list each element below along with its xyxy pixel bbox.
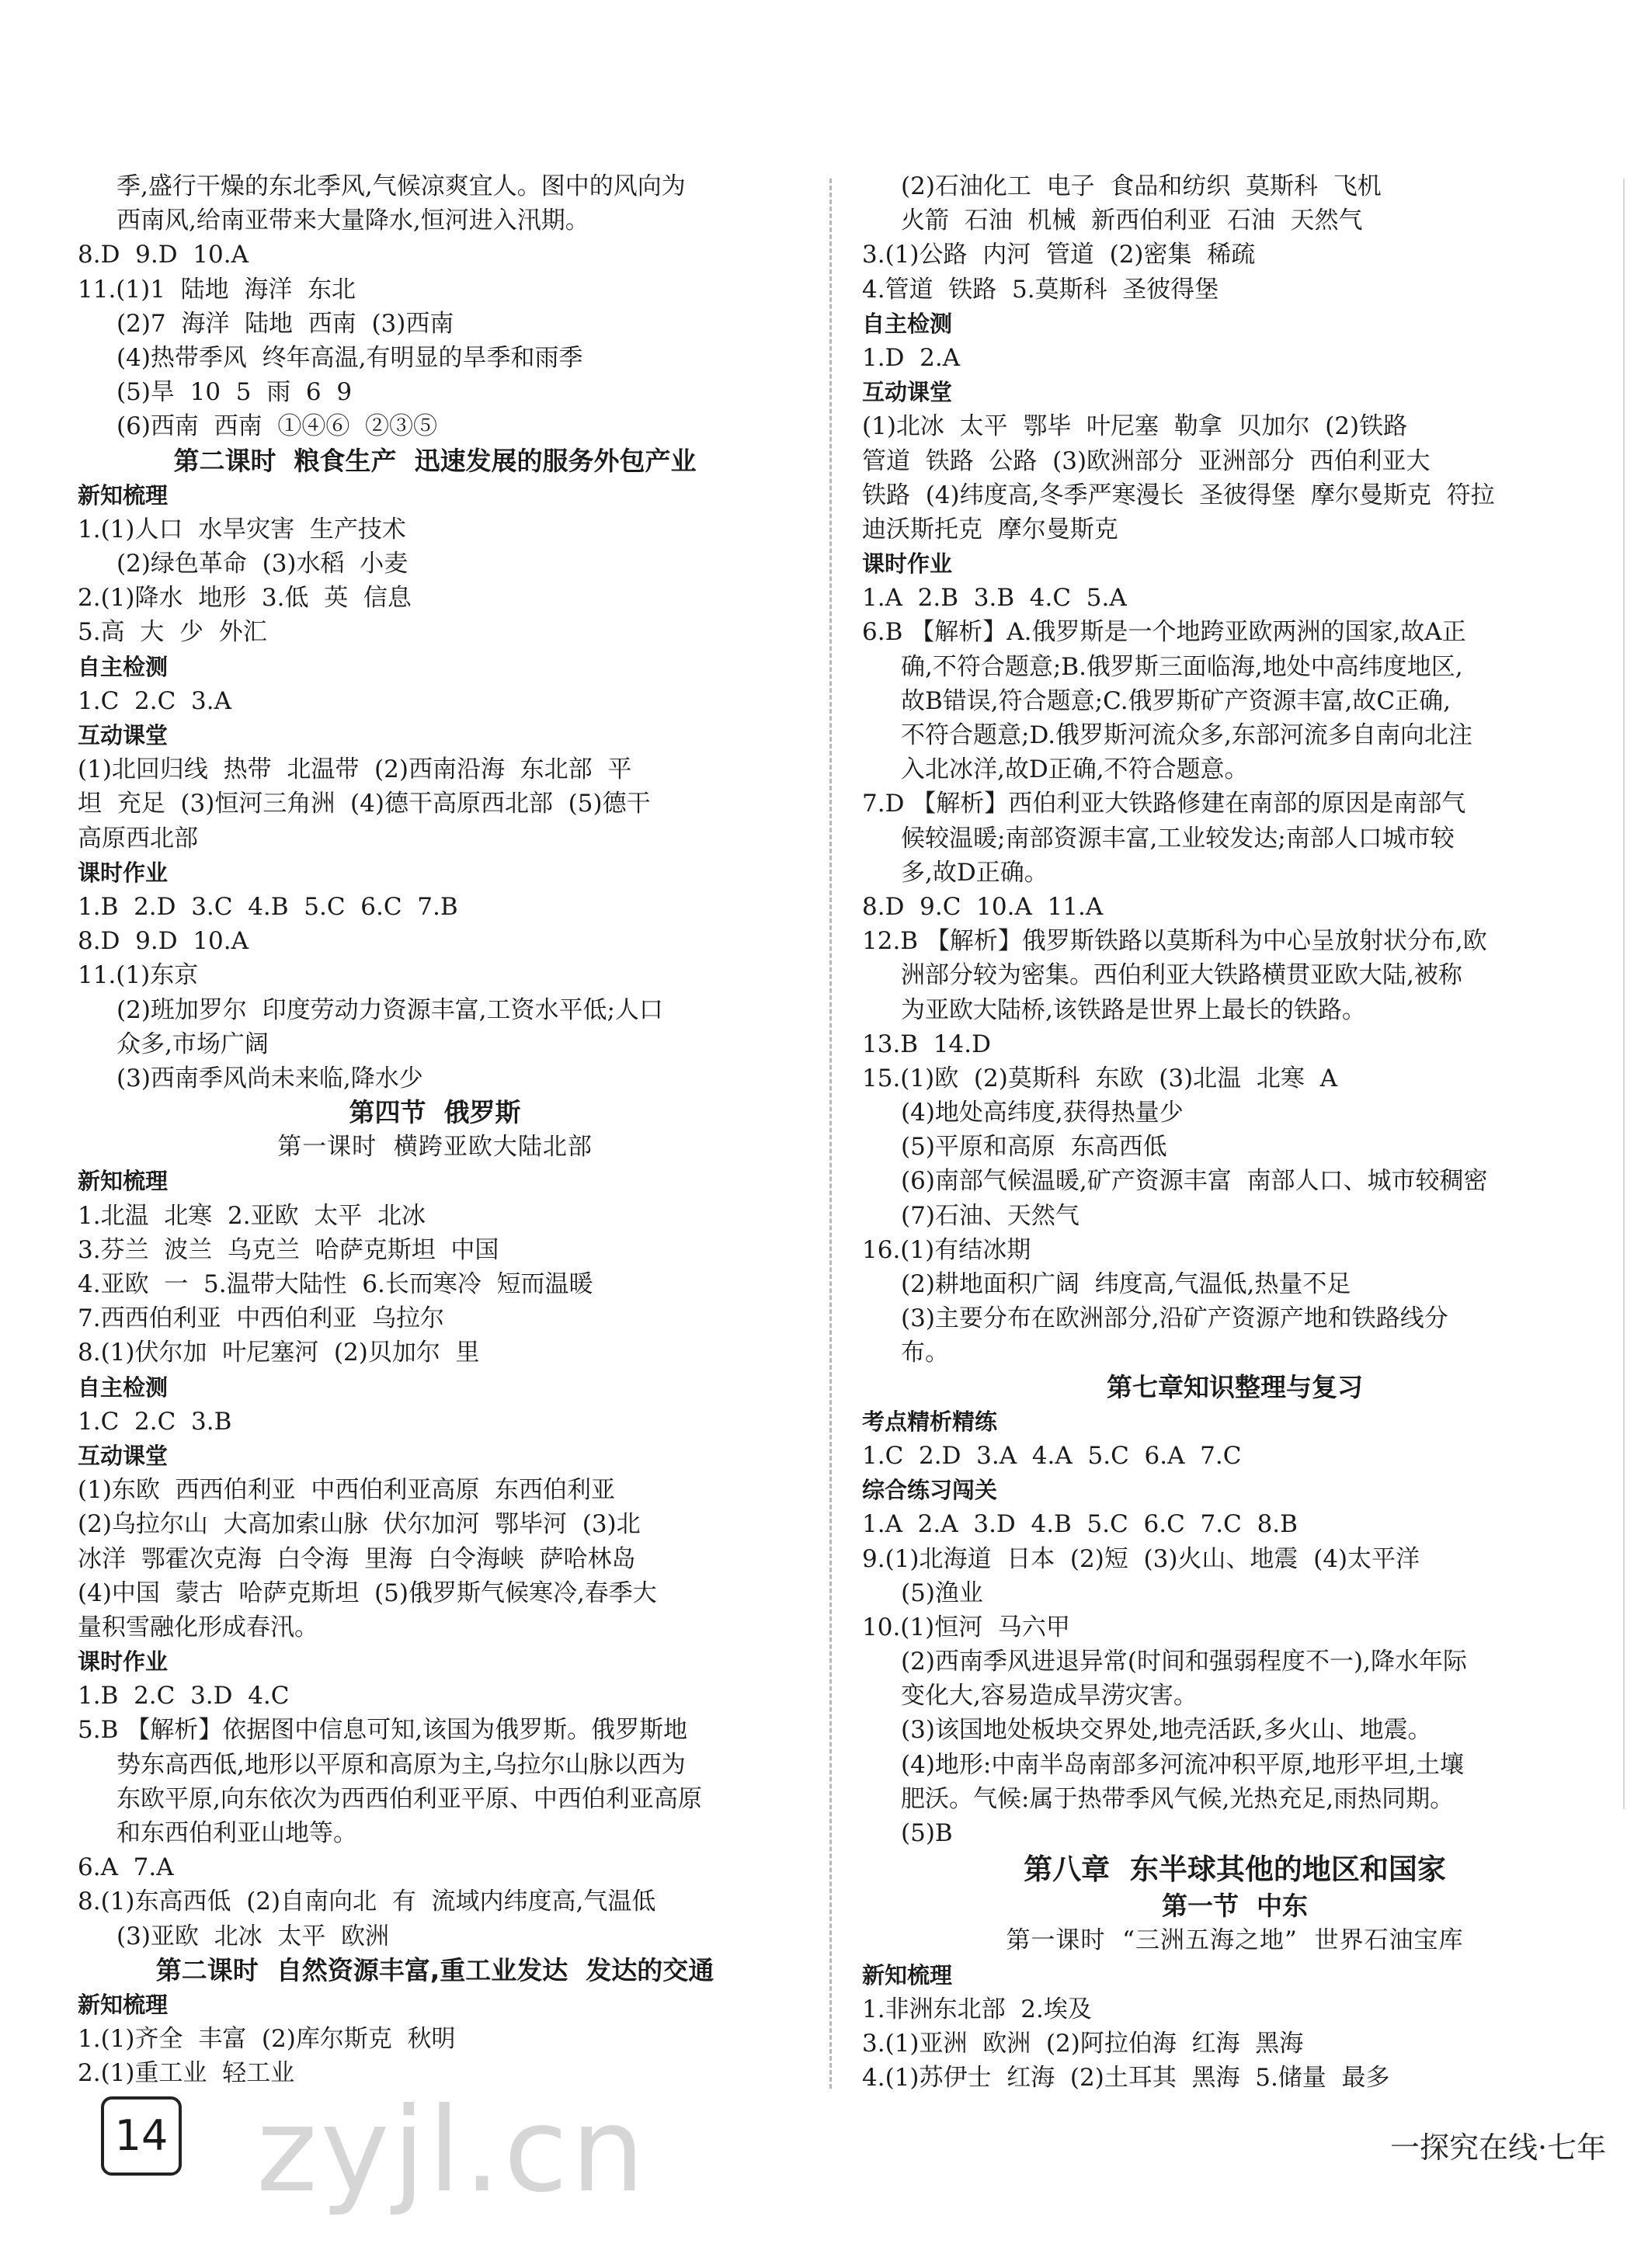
answer-line: (4)地形:中南半岛南部多河流冲积平原,地形平坦,土壤	[901, 1750, 1465, 1779]
answer-line: (6)南部气候温暖,矿产资源丰富 南部人口、城市较稠密	[901, 1167, 1488, 1196]
answer-line: 1.北温 北寒 2.亚欧 太平 北冰	[78, 1201, 426, 1230]
answer-line: (2)乌拉尔山 大高加索山脉 伏尔加河 鄂毕河 (3)北	[78, 1510, 641, 1539]
page-number-box: 14	[101, 2096, 182, 2176]
answer-line: 坦 充足 (3)恒河三角洲 (4)德干高原西北部 (5)德干	[78, 790, 651, 818]
answer-line: (2)7 海洋 陆地 西南 (3)西南	[116, 309, 454, 338]
section-subheading: 新知梳理	[78, 481, 169, 509]
answer-line: 确,不符合题意;B.俄罗斯三面临海,地处中高纬度地区,	[901, 652, 1463, 681]
section-subheading: 互动课堂	[78, 1442, 169, 1469]
section-subheading: 课时作业	[78, 1648, 169, 1676]
answer-line: 1.B 2.D 3.C 4.B 5.C 6.C 7.B	[78, 892, 458, 921]
answer-line: (5)渔业	[901, 1579, 983, 1607]
answer-line: 7.西西伯利亚 中西伯利亚 乌拉尔	[78, 1304, 444, 1333]
answer-line: 1.(1)齐全 丰富 (2)库尔斯克 秋明	[78, 2025, 456, 2054]
section-title: 第一节 中东	[1162, 1891, 1308, 1922]
answer-line: (1)东欧 西西伯利亚 中西伯利亚高原 东西伯利亚	[78, 1476, 616, 1505]
section-subheading: 课时作业	[862, 551, 953, 578]
section-subheading: 新知梳理	[78, 1168, 169, 1195]
answer-line: 洲部分较为密集。西伯利亚大铁路横贯亚欧大陆,被称	[901, 961, 1462, 990]
right-answer-column	[862, 169, 1608, 2095]
answer-line: (3)主要分布在欧洲部分,沿矿产资源产地和铁路线分	[901, 1304, 1448, 1333]
answer-line: (1)北回归线 热带 北温带 (2)西南沿海 东北部 平	[78, 755, 632, 784]
answer-line: 11.(1)东京	[78, 961, 199, 990]
answer-line: 管道 铁路 公路 (3)欧洲部分 亚洲部分 西伯利亚大	[862, 446, 1431, 475]
answer-line: 16.(1)有结冰期	[862, 1235, 1031, 1264]
section-subheading: 互动课堂	[862, 379, 953, 406]
answer-line: 7.D 【解析】西伯利亚大铁路修建在南部的原因是南部气	[862, 790, 1466, 818]
answer-line: 8.(1)伏尔加 叶尼塞河 (2)贝加尔 里	[78, 1339, 480, 1367]
answer-line: 为亚欧大陆桥,该铁路是世界上最长的铁路。	[901, 995, 1366, 1024]
answer-line: (2)班加罗尔 印度劳动力资源丰富,工资水平低;人口	[116, 995, 663, 1024]
answer-line: 1.D 2.A	[862, 343, 961, 372]
answer-line: 季,盛行干燥的东北季风,气候凉爽宜人。图中的风向为	[116, 172, 686, 200]
answer-line: 肥沃。气候:属于热带季风气候,光热充足,雨热同期。	[901, 1784, 1455, 1813]
answer-line: 3.(1)亚洲 欧洲 (2)阿拉伯海 红海 黑海	[862, 2029, 1304, 2058]
watermark-text: zyjl.cn	[256, 2083, 648, 2218]
section-title: 第二课时 粮食生产 迅速发展的服务外包产业	[173, 445, 697, 476]
answer-line: 4.管道 铁路 5.莫斯科 圣彼得堡	[862, 275, 1219, 304]
section-subheading: 考点精析精练	[862, 1408, 998, 1435]
answer-line: (3)该国地处板块交界处,地壳活跃,多火山、地震。	[901, 1716, 1432, 1745]
answer-line: (2)耕地面积广阔 纬度高,气温低,热量不足	[901, 1270, 1351, 1298]
section-title: 第四节 俄罗斯	[349, 1097, 521, 1128]
section-subheading: 新知梳理	[862, 1961, 953, 1988]
answer-line: 故B错误,符合题意;C.俄罗斯矿产资源丰富,故C正确,	[901, 686, 1451, 715]
section-title: 第七章知识整理与复习	[1107, 1371, 1363, 1402]
answer-line: 2.(1)重工业 轻工业	[78, 2059, 295, 2088]
answer-line: (7)石油、天然气	[901, 1201, 1079, 1230]
answer-line: 众多,市场广阔	[116, 1030, 269, 1058]
answer-line: 6.A 7.A	[78, 1853, 174, 1882]
answer-line: 冰洋 鄂霍次克海 白令海 里海 白令海峡 萨哈林岛	[78, 1544, 636, 1573]
answer-line: 布。	[901, 1339, 949, 1367]
answer-line: 1.C 2.C 3.B	[78, 1407, 232, 1436]
answer-line: 8.(1)东高西低 (2)自南向北 有 流域内纬度高,气温低	[78, 1888, 656, 1916]
page-edge-line	[1623, 179, 1625, 1809]
answer-line: (3)亚欧 北冰 太平 欧洲	[116, 1922, 390, 1950]
book-title-footer: 一探究在线·七年	[1390, 2131, 1607, 2165]
answer-line: 多,故D正确。	[901, 858, 1048, 887]
lesson-title: 第一课时 “三洲五海之地” 世界石油宝库	[1006, 1926, 1464, 1955]
answer-line: (2)西南季风进退异常(时间和强弱程度不一),降水年际	[901, 1648, 1467, 1676]
answer-line: (5)B	[901, 1819, 953, 1847]
answer-line: 8.D 9.D 10.A	[78, 241, 249, 269]
answer-line: 量积雪融化形成春汛。	[78, 1613, 318, 1641]
section-subheading: 自主检测	[78, 653, 169, 680]
answer-line: (6)西南 西南 ①④⑥ ②③⑤	[116, 412, 438, 441]
answer-line: 1.C 2.C 3.A	[78, 686, 231, 715]
answer-line: 3.(1)公路 内河 管道 (2)密集 稀疏	[862, 241, 1256, 269]
answer-line: 西南风,给南亚带来大量降水,恒河进入汛期。	[116, 207, 589, 235]
lesson-title: 第一课时 横跨亚欧大陆北部	[277, 1133, 593, 1162]
answer-line: 13.B 14.D	[862, 1030, 991, 1058]
answer-line: 11.(1)1 陆地 海洋 东北	[78, 275, 356, 304]
answer-line: 铁路 (4)纬度高,冬季严寒漫长 圣彼得堡 摩尔曼斯克 符拉	[862, 481, 1495, 509]
section-subheading: 自主检测	[78, 1374, 169, 1401]
left-answer-column	[78, 169, 792, 2091]
section-title: 第二课时 自然资源丰富,重工业发达 发达的交通	[155, 1954, 714, 1985]
answer-line: (3)西南季风尚未来临,降水少	[116, 1064, 423, 1092]
answer-line: 8.D 9.C 10.A 11.A	[862, 892, 1104, 921]
answer-line: 4.(1)苏伊士 红海 (2)土耳其 黑海 5.储量 最多	[862, 2064, 1390, 2093]
section-subheading: 新知梳理	[78, 1991, 169, 2018]
answer-line: 15.(1)欧 (2)莫斯科 东欧 (3)北温 北寒 A	[862, 1064, 1337, 1092]
answer-line: 东欧平原,向东依次为西西伯利亚平原、中西伯利亚高原	[116, 1784, 702, 1813]
answer-line: (4)地处高纬度,获得热量少	[901, 1099, 1184, 1127]
answer-line: 5.高 大 少 外汇	[78, 618, 267, 647]
answer-line: 入北冰洋,故D正确,不符合题意。	[901, 755, 1249, 784]
answer-line: 不符合题意;D.俄罗斯河流众多,东部河流多自南向北注	[901, 721, 1472, 749]
answer-line: 9.(1)北海道 日本 (2)短 (3)火山、地震 (4)太平洋	[862, 1544, 1420, 1573]
answer-line: (2)石油化工 电子 食品和纺织 莫斯科 飞机	[901, 172, 1382, 200]
section-subheading: 自主检测	[862, 310, 953, 337]
answer-line: (4)中国 蒙古 哈萨克斯坦 (5)俄罗斯气候寒冷,春季大	[78, 1579, 657, 1607]
answer-line: 8.D 9.D 10.A	[78, 927, 249, 956]
chapter-title: 第八章 东半球其他的地区和国家	[1024, 1853, 1446, 1887]
answer-line: 10.(1)恒河 马六甲	[862, 1613, 1070, 1641]
answer-line: 高原西北部	[78, 824, 198, 853]
section-subheading: 互动课堂	[78, 722, 169, 748]
column-divider	[829, 179, 832, 2089]
answer-line: (4)热带季风 终年高温,有明显的旱季和雨季	[116, 343, 583, 372]
answer-line: 1.(1)人口 水旱灾害 生产技术	[78, 515, 406, 544]
answer-line: 5.B 【解析】依据图中信息可知,该国为俄罗斯。俄罗斯地	[78, 1716, 688, 1745]
answer-line: 1.B 2.C 3.D 4.C	[78, 1682, 290, 1711]
answer-line: 火箭 石油 机械 新西伯利亚 石油 天然气	[901, 207, 1363, 235]
answer-line: (2)绿色革命 (3)水稻 小麦	[116, 550, 408, 578]
answer-line: 和东西伯利亚山地等。	[116, 1819, 357, 1847]
answer-line: (5)旱 10 5 雨 6 9	[116, 378, 353, 407]
answer-line: 1.C 2.D 3.A 4.A 5.C 6.A 7.C	[862, 1441, 1242, 1470]
answer-line: 2.(1)降水 地形 3.低 英 信息	[78, 584, 412, 613]
answer-line: 3.芬兰 波兰 乌克兰 哈萨克斯坦 中国	[78, 1235, 499, 1264]
answer-line: 4.亚欧 一 5.温带大陆性 6.长而寒冷 短而温暖	[78, 1270, 593, 1298]
answer-line: 变化大,容易造成旱涝灾害。	[901, 1682, 1198, 1711]
section-subheading: 课时作业	[78, 859, 169, 886]
answer-line: 6.B 【解析】A.俄罗斯是一个地跨亚欧两洲的国家,故A正	[862, 618, 1466, 647]
answer-line: 1.非洲东北部 2.埃及	[862, 1995, 1092, 2023]
answer-line: (5)平原和高原 东高西低	[901, 1133, 1167, 1162]
answer-line: 1.A 2.A 3.D 4.B 5.C 6.C 7.C 8.B	[862, 1510, 1298, 1539]
answer-line: (1)北冰 太平 鄂毕 叶尼塞 勒拿 贝加尔 (2)铁路	[862, 412, 1408, 441]
answer-line: 12.B 【解析】俄罗斯铁路以莫斯科为中心呈放射状分布,欧	[862, 927, 1487, 956]
answer-line: 势东高西低,地形以平原和高原为主,乌拉尔山脉以西为	[116, 1750, 686, 1779]
section-subheading: 综合练习闯关	[862, 1477, 998, 1504]
answer-line: 1.A 2.B 3.B 4.C 5.A	[862, 584, 1127, 613]
answer-line: 迪沃斯托克 摩尔曼斯克	[862, 515, 1118, 544]
answer-line: 候较温暖;南部资源丰富,工业较发达;南部人口城市较	[901, 824, 1455, 853]
